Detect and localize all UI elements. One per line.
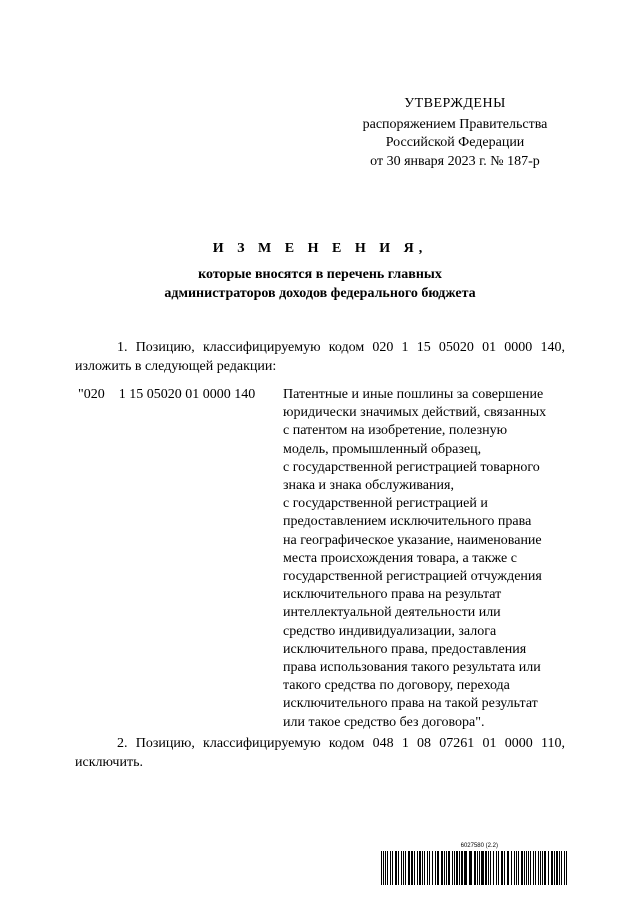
barcode-bar [521, 851, 523, 885]
description-line: с патентом на изобретение, полезную [283, 423, 508, 439]
description-line: или такое средство без договора". [283, 714, 485, 730]
barcode-bar [419, 851, 421, 885]
approved-label: УТВЕРЖДЕНЫ [404, 96, 506, 111]
barcode-bar [452, 851, 453, 885]
barcode-bar [516, 851, 517, 885]
barcode-bar [533, 851, 534, 885]
description-line: государственной регистрацией отчуждения [283, 569, 542, 585]
description-line: права использования такого результата или [283, 660, 541, 676]
barcode-bar [424, 851, 425, 885]
barcode-bar [488, 851, 489, 885]
barcode-bar [490, 851, 491, 885]
barcode-bar [411, 851, 413, 885]
barcode-bar [427, 851, 428, 885]
barcode-block [380, 843, 570, 885]
item-1 [75, 338, 565, 376]
barcode-bar [395, 851, 397, 885]
classification-description [283, 386, 573, 732]
barcode-bar [564, 851, 565, 885]
description-line: средство индивидуализации, залога [283, 623, 497, 639]
barcode-bar [381, 851, 382, 885]
barcode-bar [526, 851, 527, 885]
item-2-line-1: 2. Позицию, классифицируемую кодом 048 1 08 07261 01 0000 110, [117, 736, 565, 751]
barcode-bar [448, 851, 450, 885]
barcode-bar [501, 851, 503, 885]
classification-code: "020 1 15 05020 01 0000 140 [78, 387, 256, 402]
barcode-bar [566, 851, 567, 885]
barcode-bar [530, 851, 531, 885]
barcode-number: 6027580 (2.2) [460, 843, 498, 849]
approval-stamp [352, 95, 558, 171]
barcode-bar [561, 851, 562, 885]
barcode-bar [464, 851, 467, 885]
barcode-bar [444, 851, 445, 885]
barcode-bar [408, 851, 410, 885]
barcode-bar [429, 851, 430, 885]
barcode-bar [477, 851, 478, 885]
barcode-bar [405, 851, 406, 885]
description-line: с государственной регистрацией и [283, 496, 488, 512]
barcode-bar [461, 851, 463, 885]
barcode-image [380, 851, 570, 885]
barcode-bar [435, 851, 436, 885]
description-line: места происхождения товара, а также с [283, 550, 517, 566]
approval-date-number: от 30 января 2023 г. № 187-р [370, 153, 540, 169]
barcode-bar [456, 851, 458, 885]
description-line: предоставлением исключительного права [283, 514, 532, 530]
barcode-bar [479, 851, 480, 885]
barcode-bar [507, 851, 509, 885]
barcode-bar [392, 851, 393, 885]
barcode-bar [441, 851, 443, 885]
description-line: юридически значимых действий, связанных [283, 405, 547, 421]
document-title: И З М Е Н Е Н И Я, [212, 241, 428, 256]
document-subtitle [0, 266, 640, 303]
description-line: исключительного права на результат [283, 587, 502, 603]
barcode-bar [504, 851, 505, 885]
item-1-line-2: изложить в следующей редакции: [75, 359, 277, 374]
barcode-bar [493, 851, 494, 885]
barcode-bar [432, 851, 433, 885]
barcode-bar [551, 851, 553, 885]
description-line: знака и знака обслуживания, [283, 478, 454, 494]
barcode-bar [383, 851, 384, 885]
barcode-bar [535, 851, 536, 885]
approval-issuer: распоряжением Правительства [362, 116, 548, 132]
barcode-bar [514, 851, 515, 885]
item-2-line-2: исключить. [75, 755, 143, 770]
subtitle-line-2: администраторов доходов федерального бюджета [164, 285, 476, 301]
description-line: с государственной регистрацией товарного [283, 459, 540, 475]
barcode-bar [401, 851, 402, 885]
barcode-bar [403, 851, 404, 885]
barcode-bar [559, 851, 560, 885]
barcode-bar [481, 851, 484, 885]
barcode-bar [469, 851, 472, 885]
barcode-bar [422, 851, 423, 885]
barcode-bar [454, 851, 455, 885]
subtitle-line-1: которые вносятся в перечень главных [198, 267, 442, 282]
barcode-bar [511, 851, 512, 885]
barcode-bar [446, 851, 447, 885]
barcode-bar [538, 851, 539, 885]
barcode-bar [498, 851, 499, 885]
approval-issuer-country: Российской Федерации [385, 135, 525, 150]
description-line: модель, промышленный образец, [283, 441, 482, 457]
barcode-bar [528, 851, 529, 885]
barcode-bar [387, 851, 388, 885]
description-line: исключительного права на такой результат [283, 696, 538, 712]
barcode-bar [554, 851, 555, 885]
description-line: Патентные и иные пошлины за совершение [283, 387, 544, 402]
barcode-bar [474, 851, 476, 885]
barcode-bar [496, 851, 497, 885]
description-line: на географическое указание, наименование [283, 532, 542, 548]
barcode-bar [542, 851, 543, 885]
barcode-bar [548, 851, 549, 885]
barcode-bar [540, 851, 541, 885]
barcode-bar [414, 851, 415, 885]
item-1-line-1: 1. Позицию, классифицируемую кодом 020 1 15 05020 01 0000 140, [117, 340, 565, 355]
barcode-bar [390, 851, 391, 885]
barcode-bar [385, 851, 386, 885]
barcode-bar [485, 851, 487, 885]
barcode-bar [398, 851, 399, 885]
barcode-bar [459, 851, 460, 885]
barcode-bar [524, 851, 525, 885]
description-line: исключительного права, предоставления [283, 641, 527, 657]
barcode-bar [556, 851, 558, 885]
barcode-bar [437, 851, 439, 885]
description-line: такого средства по договору, перехода [283, 678, 510, 694]
barcode-bar [417, 851, 418, 885]
item-2 [75, 734, 565, 772]
description-line: интеллектуальной деятельности или [283, 605, 501, 621]
barcode-bar [544, 851, 546, 885]
barcode-bar [518, 851, 519, 885]
